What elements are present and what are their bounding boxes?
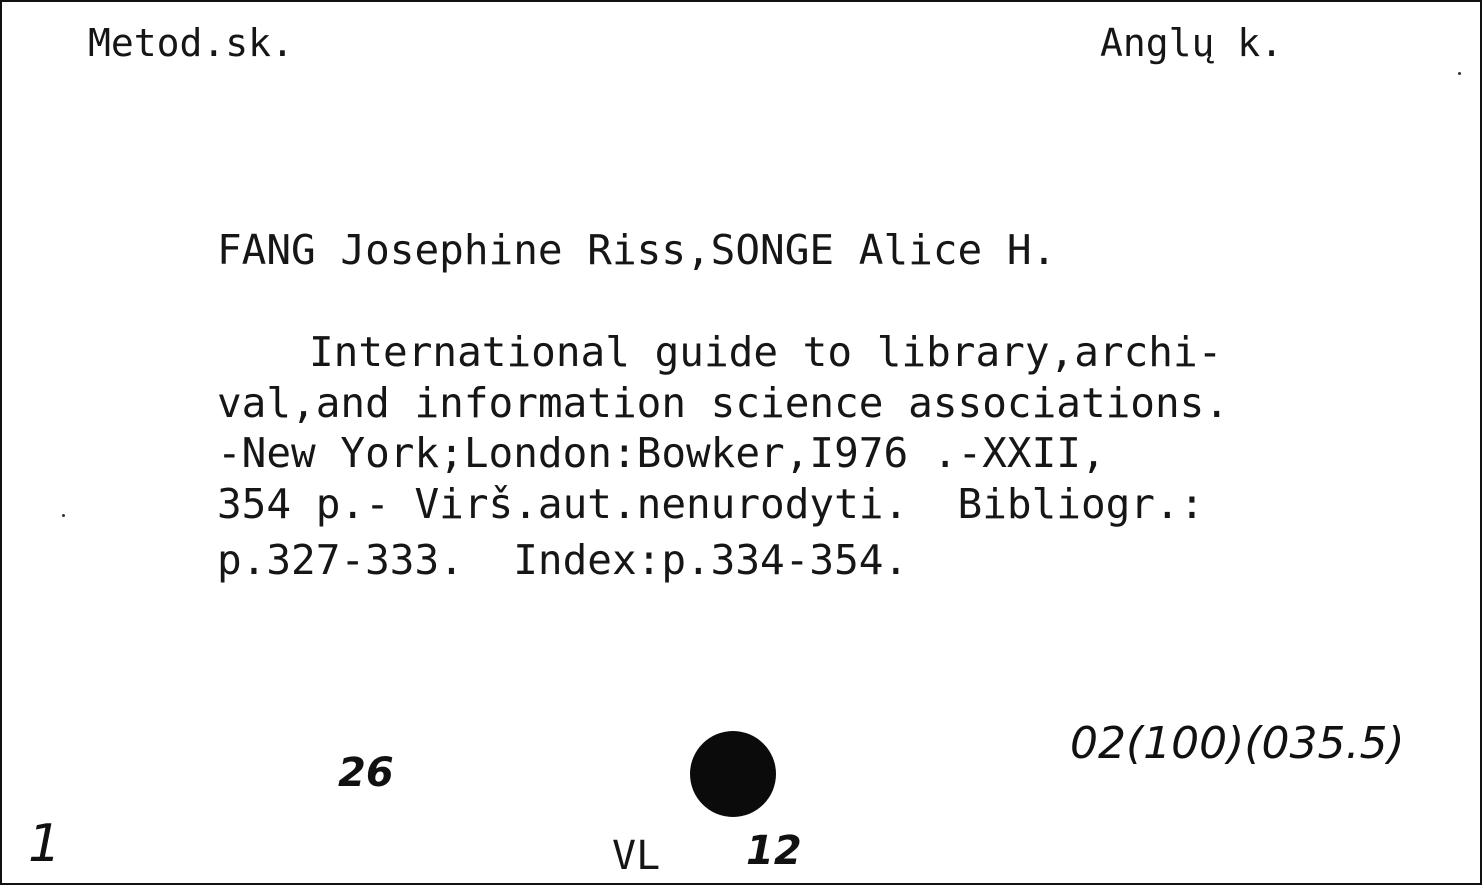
description-line-2: val,and information science associations. [217, 379, 1230, 427]
ink-speck [1458, 72, 1461, 75]
shelf-number-handwritten: 12 [746, 828, 802, 874]
authors-line: FANG Josephine Riss,SONGE Alice H. [217, 226, 1057, 274]
header-right-label: Anglų k. [1100, 21, 1284, 65]
handwritten-count: 26 [338, 750, 394, 796]
shelf-code: VL [612, 833, 661, 879]
punch-hole-dot [690, 731, 776, 817]
header-left-label: Metod.sk. [88, 21, 294, 65]
description-line-4: 354 p.- Virš.aut.nenurodyti. Bibliogr.: [217, 480, 1205, 528]
description-line-5: p.327-333. Index:p.334-354. [217, 536, 909, 584]
classification-handwritten: 02(100)(035.5) [1070, 718, 1405, 769]
description-line-1: International guide to library,archi- [309, 328, 1223, 376]
description-line-3: -New York;London:Bowker,I976 .-XXII, [217, 429, 1106, 477]
corner-number: 1 [28, 814, 62, 874]
ink-speck [62, 514, 65, 517]
